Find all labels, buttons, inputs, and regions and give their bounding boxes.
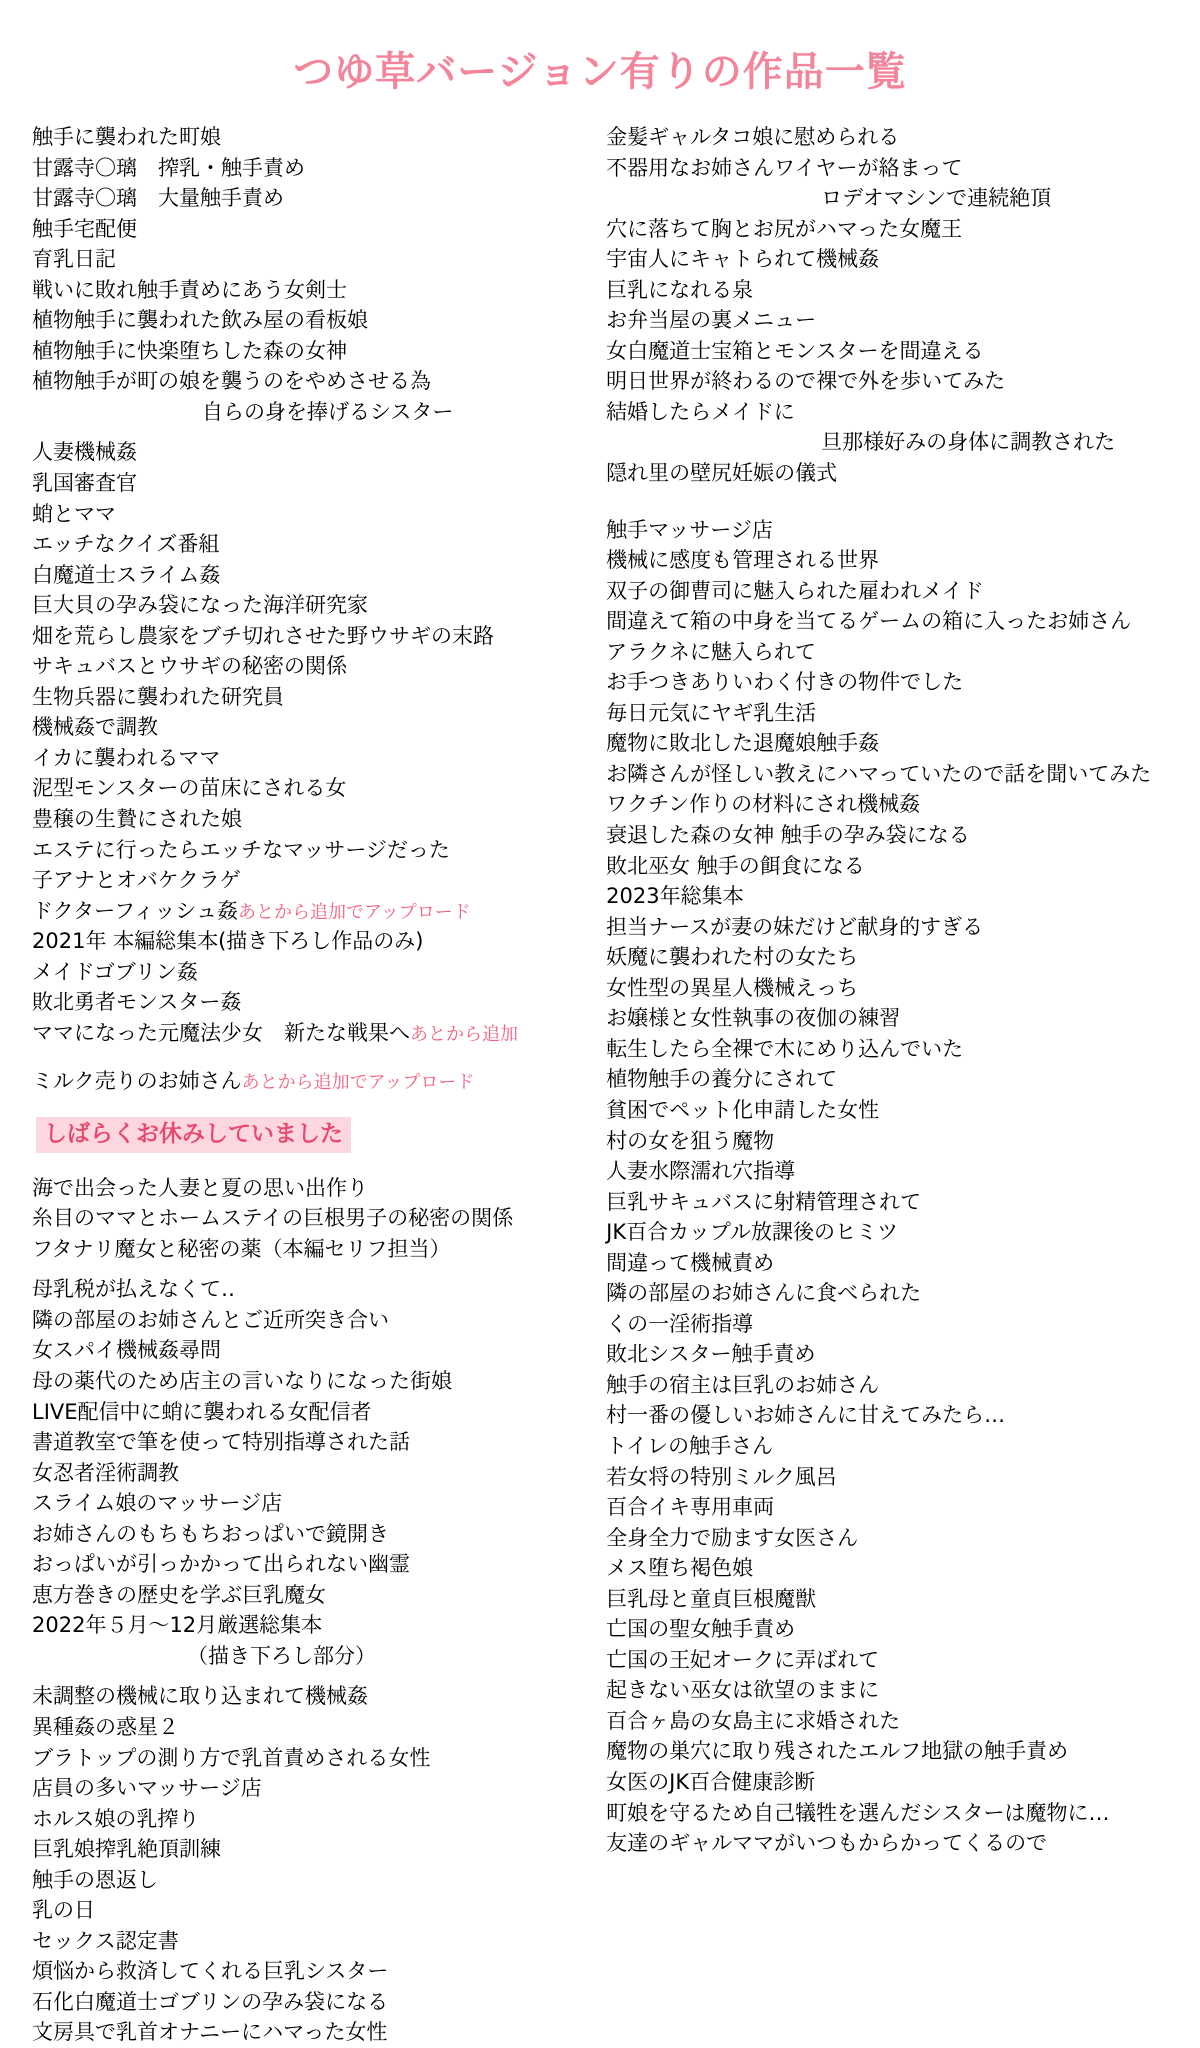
- list-item-title: 旦那様好みの身体に調教された: [821, 430, 1116, 455]
- list-item: [32, 1018, 590, 1049]
- list-item: [606, 1828, 1182, 1859]
- list-item: [32, 865, 590, 896]
- list-item-title: 巨大貝の孕み袋になった海洋研究家: [32, 593, 368, 618]
- list-item-title: 植物触手の養分にされて: [606, 1067, 838, 1092]
- list-item-title: 店員の多いマッサージ店: [32, 1776, 262, 1801]
- list-item: [606, 637, 1182, 668]
- list-item-title: 乳の日: [32, 1898, 95, 1923]
- list-item: [606, 1462, 1182, 1493]
- list-item: [32, 1895, 590, 1926]
- list-item: [32, 1458, 590, 1489]
- list-item: [606, 366, 1182, 397]
- list-item-title: 自らの身を捧げるシスター: [202, 399, 454, 424]
- list-item: [32, 1427, 590, 1458]
- list-item: [606, 698, 1182, 729]
- list-item: [32, 2017, 590, 2048]
- list-item: [606, 1217, 1182, 1248]
- left-block-2: [32, 437, 590, 1048]
- list-item-title: アラクネに魅入られて: [606, 639, 816, 664]
- list-item-title: 恵方巻きの歴史を学ぶ巨乳魔女: [32, 1582, 326, 1607]
- list-item-title: 結婚したらメイドに: [606, 399, 795, 424]
- list-item: [606, 1492, 1182, 1523]
- list-item-title: 衰退した森の女神 触手の孕み袋になる: [606, 823, 970, 848]
- left-block-1: [32, 122, 590, 427]
- list-item: [32, 1610, 590, 1641]
- list-item: [606, 942, 1182, 973]
- list-item: [32, 1305, 590, 1336]
- list-item-title: 戦いに敗れ触手責めにあう女剣士: [32, 277, 347, 302]
- list-item: [32, 366, 590, 397]
- list-item: [32, 1519, 590, 1550]
- list-item: [606, 1248, 1182, 1279]
- list-item-title: 敗北巫女 触手の餌食になる: [606, 853, 865, 878]
- list-item: [32, 1804, 590, 1835]
- list-item-title: 間違って機械責め: [606, 1250, 775, 1275]
- list-item-title: 亡国の聖女触手責め: [606, 1617, 796, 1642]
- list-item-title: 女忍者淫術調教: [32, 1460, 179, 1485]
- list-item-title: 村の女を狙う魔物: [606, 1128, 775, 1153]
- list-item-title: 植物触手が町の娘を襲うのをやめさせる為: [32, 369, 431, 394]
- list-item-title: イカに襲われるママ: [32, 745, 221, 770]
- list-item: [606, 545, 1182, 576]
- left-block-5: [32, 1274, 590, 1671]
- list-item-title: 育乳日記: [32, 247, 116, 272]
- two-column-layout: [0, 122, 1200, 2048]
- right-block-1: [606, 122, 1182, 489]
- list-item: [606, 336, 1182, 367]
- list-item: [32, 122, 590, 153]
- list-item: [606, 667, 1182, 698]
- list-item-title: 敗北勇者モンスター姦: [32, 990, 242, 1015]
- list-item-title: 石化白魔道士ゴブリンの孕み袋になる: [32, 1989, 389, 2014]
- list-item: [32, 1335, 590, 1366]
- list-item: [32, 1987, 590, 2018]
- list-item: [606, 1034, 1182, 1065]
- list-item: [32, 1203, 590, 1234]
- list-item-title: 生物兵器に襲われた研究員: [32, 684, 284, 709]
- list-item-title: エステに行ったらエッチなマッサージだった: [32, 837, 450, 862]
- list-item-title: 触手の宿主は巨乳のお姉さん: [606, 1372, 880, 1397]
- list-item: [32, 153, 590, 184]
- list-item: [606, 1431, 1182, 1462]
- right-column: [590, 122, 1182, 1859]
- list-item: [606, 1278, 1182, 1309]
- list-item: [606, 427, 1182, 458]
- list-item-title: 触手に襲われた町娘: [32, 125, 221, 149]
- list-item: [606, 1156, 1182, 1187]
- list-item-title: 甘露寺〇璃 大量触手責め: [32, 186, 284, 211]
- list-item-title: エッチなクイズ番組: [32, 532, 220, 557]
- list-item-title: おっぱいが引っかかって出られない幽霊: [32, 1552, 410, 1577]
- list-item: [606, 1003, 1182, 1034]
- list-item-title: 白魔道士スライム姦: [32, 562, 221, 587]
- list-item: [606, 1339, 1182, 1370]
- list-item: [606, 576, 1182, 607]
- list-item-note: あとから追加でアップロード: [241, 1072, 475, 1094]
- list-item: [606, 1523, 1182, 1554]
- list-item-title: 乳国審査官: [32, 471, 137, 496]
- right-block-2: [606, 515, 1182, 1859]
- list-item-title: フタナリ魔女と秘密の薬（本編セリフ担当）: [32, 1236, 451, 1261]
- list-item-title: 亡国の王妃オークに弄ばれて: [606, 1647, 880, 1672]
- list-item-title: 魔物の巣穴に取り残されたエルフ地獄の触手責め: [606, 1739, 1069, 1764]
- list-item-title: 蛸とママ: [32, 501, 116, 526]
- list-item-title: 不器用なお姉さんワイヤーが絡まって: [606, 155, 963, 180]
- list-item-title: 異種姦の惑星２: [32, 1715, 179, 1739]
- list-item-title: 2022年５月〜12月厳選総集本: [32, 1613, 323, 1638]
- list-item: [606, 1370, 1182, 1401]
- break-banner: しばらくお休みしていました: [36, 1117, 351, 1153]
- list-item: [606, 122, 1182, 153]
- list-item: [606, 183, 1182, 214]
- list-item: [606, 1584, 1182, 1615]
- list-item: [606, 1064, 1182, 1095]
- list-item: [606, 820, 1182, 851]
- list-item-title: 間違えて箱の中身を当てるゲームの箱に入ったお姉さん: [606, 609, 1132, 634]
- list-item-title: 村一番の優しいお姉さんに甘えてみたら…: [606, 1403, 1006, 1428]
- list-item-title: （描き下ろし部分）: [187, 1643, 376, 1668]
- list-item: [32, 214, 590, 245]
- list-item-title: メス堕ち褐色娘: [606, 1556, 754, 1581]
- list-item-title: お嬢様と女性執事の夜伽の練習: [606, 1006, 901, 1031]
- list-item: [606, 851, 1182, 882]
- list-item: [32, 835, 590, 866]
- list-item: [606, 214, 1182, 245]
- list-item-title: 担当ナースが妻の妹だけど献身的すぎる: [606, 914, 984, 939]
- list-item-title: ワクチン作りの材料にされ機械姦: [606, 792, 921, 817]
- list-item: [32, 1865, 590, 1896]
- list-item: [32, 244, 590, 275]
- list-item-title: 隣の部屋のお姉さんに食べられた: [606, 1281, 922, 1306]
- list-item: [606, 606, 1182, 637]
- list-item-title: 煩悩から救済してくれる巨乳シスター: [32, 1959, 389, 1984]
- list-item: [32, 1488, 590, 1519]
- list-item: [32, 590, 590, 621]
- list-item-title: 機械に感度も管理される世界: [606, 548, 880, 573]
- list-item: [606, 1187, 1182, 1218]
- list-item-title: 双子の御曹司に魅入られた雇われメイド: [606, 578, 984, 603]
- list-item: [32, 1549, 590, 1580]
- list-item: [32, 560, 590, 591]
- list-item: [32, 305, 590, 336]
- list-item: [32, 529, 590, 560]
- list-item-note: あとから追加: [410, 1023, 518, 1045]
- list-item-title: ミルク売りのお姉さん: [32, 1069, 242, 1094]
- list-item: [606, 1645, 1182, 1676]
- list-item-title: 巨乳娘搾乳絶頂訓練: [32, 1837, 221, 1862]
- list-item: [606, 881, 1182, 912]
- list-item: [32, 397, 590, 428]
- list-item-title: 隣の部屋のお姉さんとご近所突き合い: [32, 1307, 389, 1332]
- list-item: [606, 1736, 1182, 1767]
- left-column: [18, 122, 590, 2048]
- list-item-title: 明日世界が終わるので裸で外を歩いてみた: [606, 369, 1006, 394]
- list-item: [606, 1767, 1182, 1798]
- list-item-note: あとから追加でアップロード: [238, 901, 471, 923]
- list-item-title: 妖魔に襲われた村の女たち: [606, 945, 859, 970]
- list-item: [32, 804, 590, 835]
- list-item: [32, 987, 590, 1018]
- list-item-title: 百合ヶ島の女島主に求婚された: [606, 1708, 901, 1733]
- list-item: [32, 1712, 590, 1743]
- list-item-title: 巨乳になれる泉: [606, 277, 754, 302]
- list-item: [32, 499, 590, 530]
- list-item: [606, 789, 1182, 820]
- list-item: [32, 275, 590, 306]
- list-item: [606, 305, 1182, 336]
- list-item: [606, 912, 1182, 943]
- list-item-title: 海で出会った人妻と夏の思い出作り: [32, 1175, 368, 1200]
- list-item-title: 宇宙人にキャトられて機械姦: [606, 247, 880, 272]
- list-item-title: くの一淫術指導: [606, 1311, 754, 1336]
- list-item: [606, 397, 1182, 428]
- list-item-title: 2023年総集本: [606, 884, 744, 909]
- list-item-title: 母乳税が払えなくて‥: [32, 1277, 236, 1302]
- list-item: [32, 621, 590, 652]
- list-item-title: 隠れ里の壁尻妊娠の儀式: [606, 461, 838, 486]
- page-title: つゆ草バージョン有りの作品一覧: [293, 49, 907, 95]
- list-item: [606, 973, 1182, 1004]
- list-item: [32, 468, 590, 499]
- list-item-title: 植物触手に快楽堕ちした森の女神: [32, 338, 347, 363]
- list-item: [32, 896, 590, 927]
- list-item: [32, 712, 590, 743]
- list-item-title: 人妻水際濡れ穴指導: [606, 1159, 796, 1184]
- list-item: [606, 1126, 1182, 1157]
- list-item: [606, 275, 1182, 306]
- list-item-title: ロデオマシンで連続絶頂: [821, 186, 1052, 211]
- list-item-title: 未調整の機械に取り込まれて機械姦: [32, 1684, 368, 1709]
- list-item-title: ホルス娘の乳搾り: [32, 1806, 200, 1831]
- list-item-title: お姉さんのもちもちおっぱいで鏡開き: [32, 1521, 389, 1546]
- list-item-title: 友達のギャルママがいつもからかってくるので: [606, 1831, 1048, 1856]
- list-item: [32, 1681, 590, 1712]
- left-block-3: [32, 1066, 590, 1097]
- list-item: [32, 957, 590, 988]
- list-item-title: 貧困でペット化申請した女性: [606, 1097, 880, 1122]
- list-item: [32, 773, 590, 804]
- list-item-title: 書道教室で筆を使って特別指導された話: [32, 1430, 410, 1455]
- list-item-title: JK百合カップル放課後のヒミツ: [606, 1220, 899, 1245]
- list-item-title: 女白魔道士宝箱とモンスターを間違える: [606, 338, 984, 363]
- left-block-4: [32, 1173, 590, 1265]
- list-item-title: ママになった元魔法少女 新たな戦果へ: [32, 1020, 410, 1045]
- list-item-title: 魔物に敗北した退魔娘触手姦: [606, 731, 880, 756]
- list-item: [606, 458, 1182, 489]
- list-item: [606, 1675, 1182, 1706]
- list-item-title: お弁当屋の裏メニュー: [606, 308, 817, 333]
- list-item-title: 子アナとオバケクラゲ: [32, 868, 241, 893]
- list-item: [32, 1366, 590, 1397]
- list-item: [32, 336, 590, 367]
- list-item-title: 豊穣の生贄にされた娘: [32, 807, 242, 832]
- list-item: [32, 1641, 590, 1672]
- list-item: [606, 153, 1182, 184]
- list-item: [32, 651, 590, 682]
- list-item-title: ブラトップの測り方で乳首責めされる女性: [32, 1745, 431, 1770]
- list-item-title: 巨乳母と童貞巨根魔獣: [606, 1586, 817, 1611]
- list-item-title: 触手宅配便: [32, 216, 137, 241]
- list-item-title: お手つきありいわく付きの物件でした: [606, 670, 964, 695]
- list-item-title: 毎日元気にヤギ乳生活: [606, 700, 817, 725]
- list-item-title: 全身全力で励ます女医さん: [606, 1525, 859, 1550]
- list-item: [32, 1956, 590, 1987]
- list-item-title: 金髪ギャルタコ娘に慰められる: [606, 125, 900, 149]
- list-item: [32, 743, 590, 774]
- list-item-title: 町娘を守るため自己犠牲を選んだシスターは魔物に…: [606, 1800, 1110, 1825]
- list-item-title: 糸目のママとホームステイの巨根男子の秘密の関係: [32, 1206, 514, 1231]
- list-item-title: 女医のJK百合健康診断: [606, 1769, 816, 1794]
- list-item-title: 若女将の特別ミルク風呂: [606, 1464, 837, 1489]
- list-item: [606, 1309, 1182, 1340]
- list-item-title: サキュバスとウサギの秘密の関係: [32, 654, 347, 679]
- list-item-title: 女性型の異星人機械えっち: [606, 975, 859, 1000]
- list-item: [606, 1614, 1182, 1645]
- list-item: [32, 183, 590, 214]
- list-item-title: セックス認定書: [32, 1928, 179, 1953]
- list-item: [32, 1397, 590, 1428]
- list-item: [32, 1834, 590, 1865]
- list-item: [32, 1173, 590, 1204]
- list-item-title: 百合イキ専用車両: [606, 1495, 775, 1520]
- list-item-title: 起きない巫女は欲望のままに: [606, 1678, 880, 1703]
- list-item: [32, 682, 590, 713]
- list-item: [32, 1066, 590, 1097]
- list-item-title: 触手マッサージ店: [606, 517, 773, 542]
- left-block-6: [32, 1681, 590, 2048]
- list-item: [606, 244, 1182, 275]
- list-item-title: 機械姦で調教: [32, 715, 158, 740]
- list-item: [32, 1743, 590, 1774]
- list-item-title: 転生したら全裸で木にめり込んでいた: [606, 1036, 964, 1061]
- list-item: [606, 515, 1182, 546]
- list-item: [606, 1706, 1182, 1737]
- list-item-title: LIVE配信中に蛸に襲われる女配信者: [32, 1399, 372, 1424]
- list-item-title: 甘露寺〇璃 搾乳・触手責め: [32, 155, 305, 180]
- list-item: [606, 1095, 1182, 1126]
- list-item: [606, 759, 1182, 790]
- list-item: [32, 1926, 590, 1957]
- list-item-title: 2021年 本編総集本(描き下ろし作品のみ): [32, 929, 424, 954]
- list-item: [32, 1773, 590, 1804]
- list-item-title: 触手の恩返し: [32, 1867, 158, 1892]
- list-item: [32, 1580, 590, 1611]
- list-item: [32, 926, 590, 957]
- list-item-title: ドクターフィッシュ姦: [32, 898, 239, 923]
- list-item: [606, 1400, 1182, 1431]
- list-item-title: 女スパイ機械姦尋問: [32, 1338, 221, 1363]
- list-item-title: 文房具で乳首オナニーにハマった女性: [32, 2020, 388, 2045]
- list-item-title: お隣さんが怪しい教えにハマっていたので話を聞いてみた: [606, 761, 1152, 786]
- list-item: [32, 437, 590, 468]
- list-item-title: 巨乳サキュバスに射精管理されて: [606, 1189, 922, 1214]
- list-item-title: 植物触手に襲われた飲み屋の看板娘: [32, 308, 368, 333]
- list-item-title: 人妻機械姦: [32, 440, 137, 465]
- list-item: [32, 1234, 590, 1265]
- list-item: [606, 1553, 1182, 1584]
- list-item: [606, 1798, 1182, 1829]
- list-item-title: 泥型モンスターの苗床にされる女: [32, 776, 347, 801]
- break-banner-wrap: [32, 1107, 590, 1163]
- list-item: [606, 728, 1182, 759]
- list-item-title: 穴に落ちて胸とお尻がハマった女魔王: [606, 216, 963, 241]
- list-item-title: 母の薬代のため店主の言いなりになった街娘: [32, 1368, 452, 1393]
- list-item-title: スライム娘のマッサージ店: [32, 1491, 283, 1516]
- list-item: [32, 1274, 590, 1305]
- list-item-title: 畑を荒らし農家をブチ切れさせた野ウサギの末路: [32, 623, 494, 648]
- list-item-title: メイドゴブリン姦: [32, 959, 198, 984]
- list-item-title: トイレの触手さん: [606, 1433, 774, 1458]
- list-item-title: 敗北シスター触手責め: [606, 1342, 816, 1367]
